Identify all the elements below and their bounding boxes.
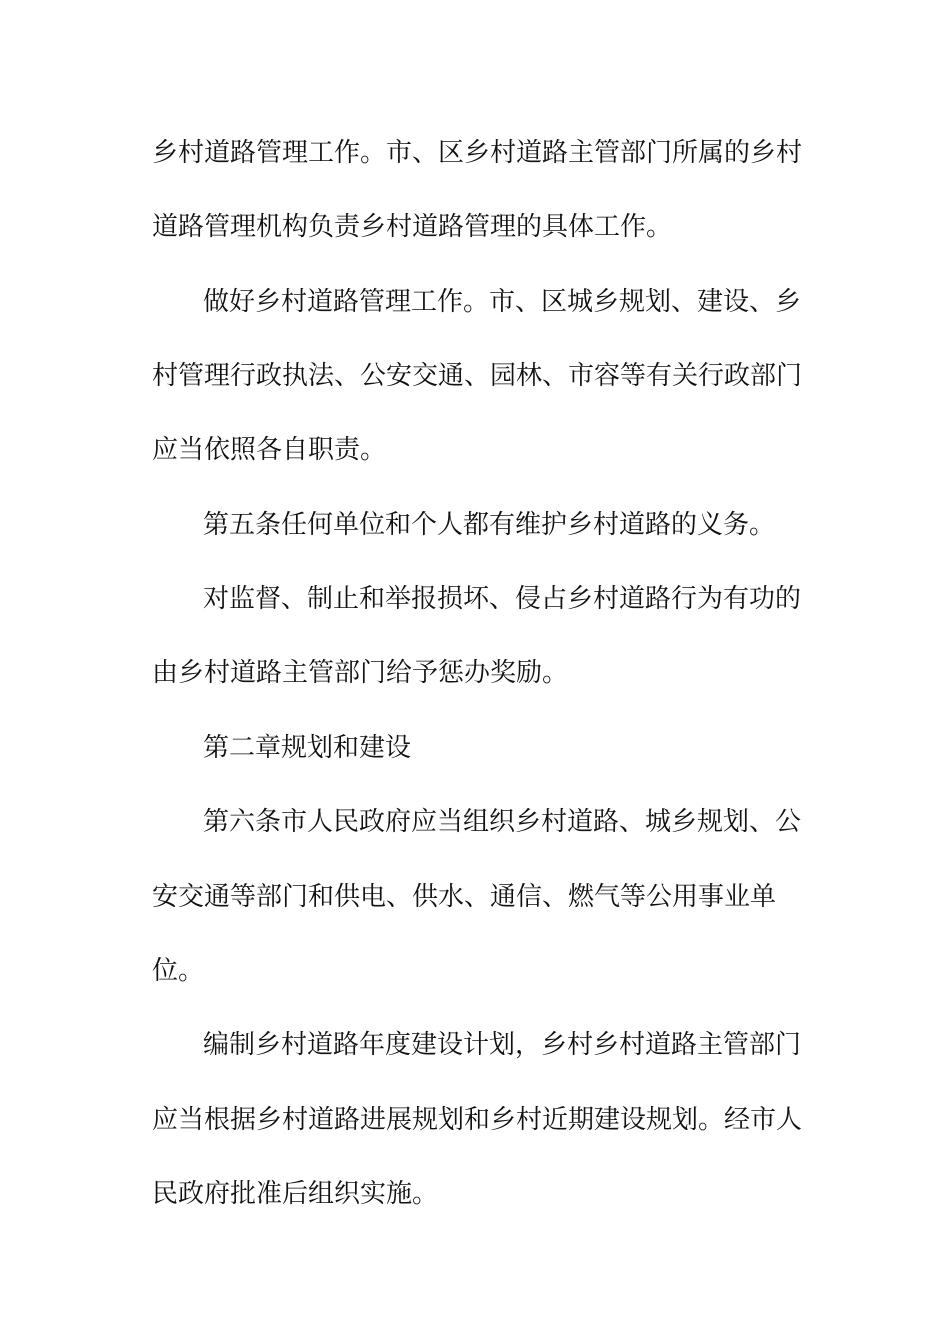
text-line: 民政府批准后组织实施。	[152, 1179, 439, 1209]
text-line: 道路管理机构负责乡村道路管理的具体工作。	[152, 212, 673, 242]
text-line: 位。	[152, 956, 205, 986]
text-line: 应当根据乡村道路进展规划和乡村近期建设规划。经市人	[152, 1105, 803, 1135]
text-line: 村管理行政执法、公安交通、园林、市容等有关行政部门	[152, 361, 803, 391]
text-line: 由乡村道路主管部门给予惩办奖励。	[152, 658, 569, 688]
chapter-heading: 第二章规划和建设	[203, 733, 412, 763]
text-line: 乡村道路管理工作。市、区乡村道路主管部门所属的乡村	[152, 138, 803, 168]
paragraph-start-line: 对监督、制止和举报损坏、侵占乡村道路行为有功的	[203, 584, 802, 614]
paragraph-start-line: 编制乡村道路年度建设计划，乡村乡村道路主管部门	[203, 1030, 802, 1060]
paragraph-start-line: 做好乡村道路管理工作。市、区城乡规划、建设、乡	[203, 287, 802, 317]
text-line: 安交通等部门和供电、供水、通信、燃气等公用事业单	[152, 882, 777, 912]
article-five-line: 第五条任何单位和个人都有维护乡村道路的义务。	[203, 510, 776, 540]
article-six-line: 第六条市人民政府应当组织乡村道路、城乡规划、公	[203, 807, 802, 837]
text-line: 应当依照各自职责。	[152, 435, 387, 465]
